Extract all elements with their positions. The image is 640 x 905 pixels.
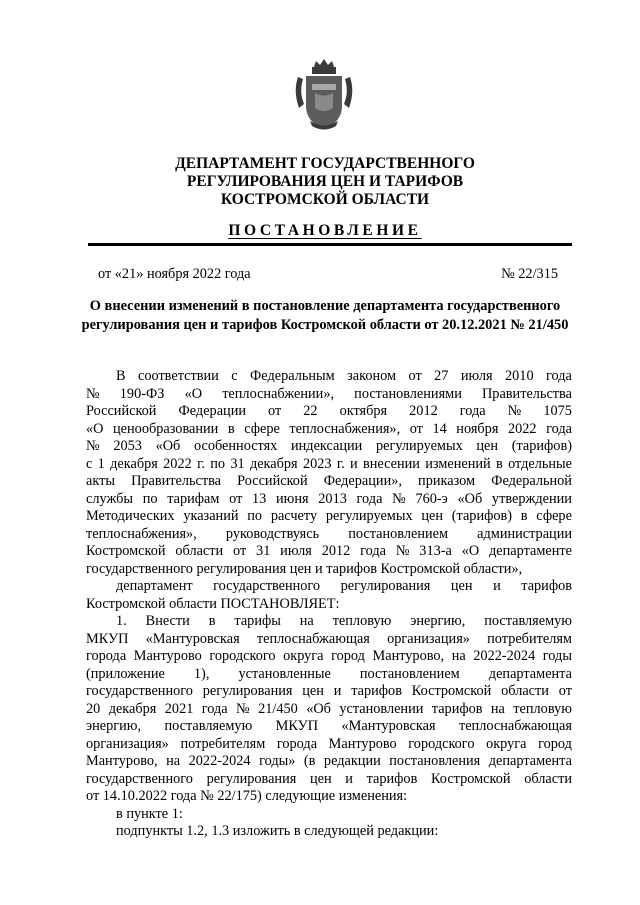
body-line: государственного регулирования цен и тарифов Костромской области», bbox=[86, 560, 523, 577]
coat-of-arms-icon bbox=[292, 58, 356, 134]
body-line: Мантурово, на 2022-2024 годы» (в редакции постановления департамента bbox=[86, 753, 572, 769]
body-line: подпункты 1.2, 1.3 изложить в следующей редакции: bbox=[116, 823, 439, 839]
body-line: Методических указаний по расчету регулируемых цен (тарифов) в сфере bbox=[86, 508, 572, 524]
body-line: государственного регулирования цен и тарифов Костромской области bbox=[86, 770, 572, 787]
body-line: В соответствии с Федеральным законом от 27 июля 2010 года bbox=[116, 368, 572, 384]
body-line: № 190-ФЗ «О теплоснабжении», постановлениями Правительства bbox=[86, 385, 572, 402]
body-line: в пункте 1: bbox=[116, 805, 183, 822]
body-line: города Мантурово городского округа город Мантурово, на 2022-2024 годы bbox=[86, 648, 572, 664]
body-line: Российской Федерации от 22 октября 2012 года № 1075 bbox=[86, 403, 572, 419]
body-line: Костромской области ПОСТАНОВЛЯЕТ: bbox=[86, 595, 340, 612]
document-body bbox=[86, 368, 572, 841]
body-line: от 14.10.2022 года № 22/175) следующие изменения: bbox=[86, 788, 408, 804]
body-line: 1. Внести в тарифы на тепловую энергию, поставляемую bbox=[116, 613, 572, 629]
document-date: от «21» ноября 2022 года bbox=[98, 266, 251, 282]
body-line: № 2053 «Об особенностях индексации регулируемых цен (тарифов) bbox=[86, 438, 572, 454]
document-type: ПОСТАНОВЛЕНИЕ bbox=[228, 222, 422, 239]
body-line: государственного регулирования цен и тарифов Костромской области от bbox=[86, 683, 572, 699]
document-number: № 22/315 bbox=[501, 266, 558, 282]
body-line: службы по тарифам от 13 июня 2013 года № 760-э «Об утверждении bbox=[86, 490, 572, 507]
body-line: теплоснабжения», руководствуясь постановлением администрации bbox=[86, 525, 572, 542]
department-title-line: РЕГУЛИРОВАНИЯ ЦЕН И ТАРИФОВ bbox=[186, 173, 464, 190]
department-title-line: КОСТРОМСКОЙ ОБЛАСТИ bbox=[220, 191, 430, 208]
body-line: (приложение 1), установленные постановлением департамента bbox=[86, 665, 572, 682]
document-subject bbox=[70, 297, 580, 334]
subject-line: регулирования цен и тарифов Костромской области от 20.12.2021 № 21/450 bbox=[81, 316, 569, 333]
body-line: Костромской области от 31 июля 2012 года № 313-а «О департаменте bbox=[86, 543, 572, 559]
body-line: МКУП «Мантуровская теплоснабжающая организация» потребителям bbox=[86, 630, 572, 647]
body-line: «О ценообразовании в сфере теплоснабжения», от 14 ноября 2022 года bbox=[86, 420, 572, 437]
department-title-line: ДЕПАРТАМЕНТ ГОСУДАРСТВЕННОГО bbox=[175, 155, 475, 172]
department-title bbox=[70, 155, 580, 209]
body-line: 20 декабря 2021 года № 21/450 «Об установлении тарифов на тепловую bbox=[86, 700, 572, 717]
body-line: энергию, поставляемую МКУП «Мантуровская теплоснабжающая bbox=[86, 718, 572, 734]
body-line: организация» потребителям города Мантурово городского округа город bbox=[86, 735, 572, 752]
body-line: с 1 декабря 2022 г. по 31 декабря 2023 г. и внесении изменений в отдельные bbox=[86, 455, 572, 472]
body-line: департамент государственного регулирования цен и тарифов bbox=[116, 578, 572, 594]
header-rule bbox=[88, 243, 572, 246]
body-line: акты Правительства Российской Федерации», приказом Федеральной bbox=[86, 473, 572, 489]
subject-line: О внесении изменений в постановление департамента государственного bbox=[89, 298, 561, 314]
